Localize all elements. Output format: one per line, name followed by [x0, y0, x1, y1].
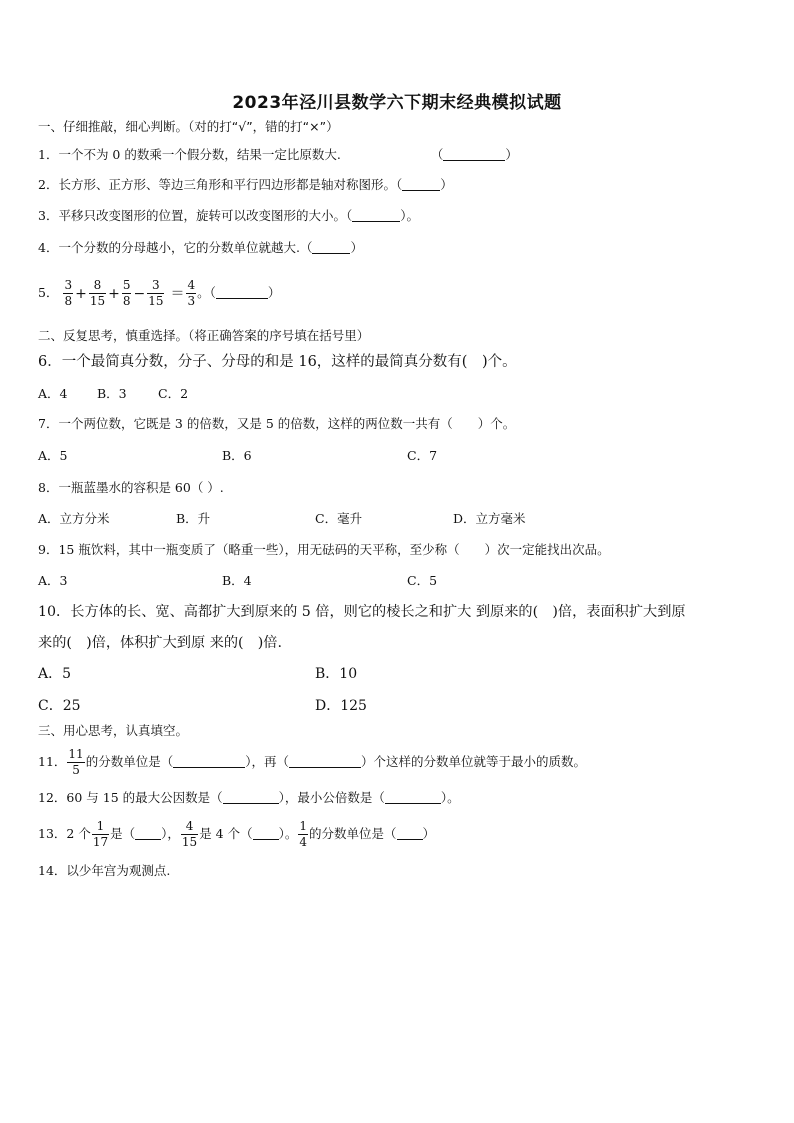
option-d[interactable]: D．125 [315, 698, 367, 714]
question-number: 12． [38, 790, 67, 805]
question-number: 9． [38, 542, 59, 557]
question-number: 5． [38, 285, 59, 300]
option-a[interactable]: A．5 [38, 448, 68, 463]
answer-blank[interactable] [253, 826, 279, 840]
option-c[interactable]: C．2 [158, 386, 189, 401]
question-13: 13．2 个 $\frac{1}{17}$ 是（ ）， $\frac{4}{15}$ 是 4 个（ ）。 $\frac{1}{4}$ 的分数单位是（ ） [38, 819, 436, 849]
fraction: $\frac{11}{5}$ [68, 747, 84, 777]
option-c[interactable]: C．25 [38, 698, 81, 714]
question-number: 14． [38, 863, 67, 878]
option-c[interactable]: C．毫升 [315, 511, 363, 526]
question-text: 长方体的长、宽、高都扩大到原来的 5 倍，则它的棱长之和扩大 到原来的( )倍，表面积扩大到原 [70, 604, 686, 620]
option-d[interactable]: D．立方毫米 [453, 511, 526, 526]
fraction: $\frac{4}{15}$ [181, 819, 198, 849]
fraction: $\frac{5}{8}$ [122, 278, 131, 308]
question-number: 2． [38, 177, 59, 192]
question-10-line-2: 来的( )倍，体积扩大到原 来的( )倍. [38, 635, 282, 651]
option-b[interactable]: B．6 [222, 448, 252, 463]
answer-blank[interactable] [135, 826, 161, 840]
page-title: 2023年泾川县数学六下期末经典模拟试题 [232, 93, 562, 113]
question-5: 5． $\frac{3}{8}$ + $\frac{8}{15}$ + $\frac{5}{8}$ − $\frac{3}{15}$ ＝ $\frac{4}{3}$ 。（ ） [38, 278, 281, 308]
question-12: 12．60 与 15 的最大公因数是（ ），最小公倍数是（ ）。 [38, 790, 460, 805]
question-8 [38, 478, 224, 498]
question-number: 11． [38, 754, 67, 769]
question-text: 一个不为 0 的数乘一个假分数，结果一定比原数大. [58, 147, 341, 162]
question-text: 一瓶蓝墨水的容积是 60（ ）. [58, 480, 224, 495]
question-number: 7． [38, 416, 59, 431]
option-b[interactable]: B．升 [176, 511, 211, 526]
fraction: $\frac{1}{17}$ [92, 819, 109, 849]
question-text: 一个两位数，它既是 3 的倍数，又是 5 的倍数，这样的两位数一共有（ ）个。 [58, 416, 516, 431]
answer-blank[interactable] [443, 147, 505, 161]
fraction: $\frac{3}{8}$ [64, 278, 73, 308]
answer-blank[interactable] [397, 826, 423, 840]
question-number: 10． [38, 604, 71, 620]
option-a[interactable]: A．4 [38, 386, 68, 401]
option-a[interactable]: A．3 [38, 573, 68, 588]
answer-blank[interactable] [289, 754, 361, 768]
question-3: 3．平移只改变图形的位置，旋转可以改变图形的大小。（ ）。 [38, 208, 419, 223]
question-number: 1． [38, 147, 59, 162]
answer-blank[interactable] [385, 790, 441, 804]
option-b[interactable]: B．4 [222, 573, 252, 588]
section-heading-1: 一、仔细推敲，细心判断。（对的打“√”，错的打“×”） [38, 119, 339, 134]
fraction: $\frac{3}{15}$ [148, 278, 164, 308]
question-text: 平移只改变图形的位置，旋转可以改变图形的大小。 [58, 208, 346, 223]
question-7 [38, 414, 515, 434]
option-a[interactable]: A．5 [38, 666, 72, 682]
question-1: 1．一个不为 0 的数乘一个假分数，结果一定比原数大. （ ） [38, 147, 518, 162]
answer-blank[interactable] [216, 285, 268, 299]
question-2: 2．长方形、正方形、等边三角形和平行四边形都是轴对称图形。（ ） [38, 177, 453, 192]
option-b[interactable]: B．3 [97, 386, 127, 401]
option-c[interactable]: C．7 [407, 448, 438, 463]
fraction: $\frac{8}{15}$ [89, 278, 106, 308]
fraction: $\frac{1}{4}$ [299, 819, 307, 849]
question-text: 长方形、正方形、等边三角形和平行四边形都是轴对称图形。 [58, 177, 396, 192]
question-number: 8． [38, 480, 59, 495]
question-14 [38, 861, 170, 881]
question-text: 一个分数的分母越小，它的分数单位就越大. [58, 240, 300, 255]
question-9 [38, 540, 610, 560]
question-number: 13． [38, 826, 67, 841]
option-c[interactable]: C．5 [407, 573, 438, 588]
answer-blank[interactable] [402, 177, 440, 191]
question-6 [38, 352, 517, 372]
answer-blank[interactable] [173, 754, 245, 768]
question-text: 以少年宫为观测点. [66, 863, 171, 878]
answer-blank[interactable] [223, 790, 279, 804]
question-text: 15 瓶饮料，其中一瓶变质了（略重一些），用无砝码的天平称，至少称（ ）次一定能找出次品。 [58, 542, 610, 557]
section-heading-3: 三、用心思考，认真填空。 [38, 723, 189, 738]
answer-blank[interactable] [352, 208, 400, 222]
question-number: 4． [38, 240, 59, 255]
question-11: 11． $\frac{11}{5}$ 的分数单位是（ ），再（ ）个这样的分数单位就等于最小的质数。 [38, 747, 586, 777]
option-a[interactable]: A．立方分米 [38, 511, 110, 526]
option-b[interactable]: B．10 [315, 666, 358, 682]
question-text: 一个最简真分数，分子、分母的和是 16，这样的最简真分数有( )个。 [61, 354, 517, 370]
question-4: 4．一个分数的分母越小，它的分数单位就越大.（ ） [38, 240, 363, 255]
question-number: 3． [38, 208, 59, 223]
question-number: 6． [38, 354, 62, 370]
fraction: $\frac{4}{3}$ [187, 278, 196, 308]
question-10-line-1 [38, 602, 686, 622]
section-heading-2: 二、反复思考，慎重选择。（将正确答案的序号填在括号里） [38, 328, 370, 343]
answer-blank[interactable] [312, 240, 350, 254]
